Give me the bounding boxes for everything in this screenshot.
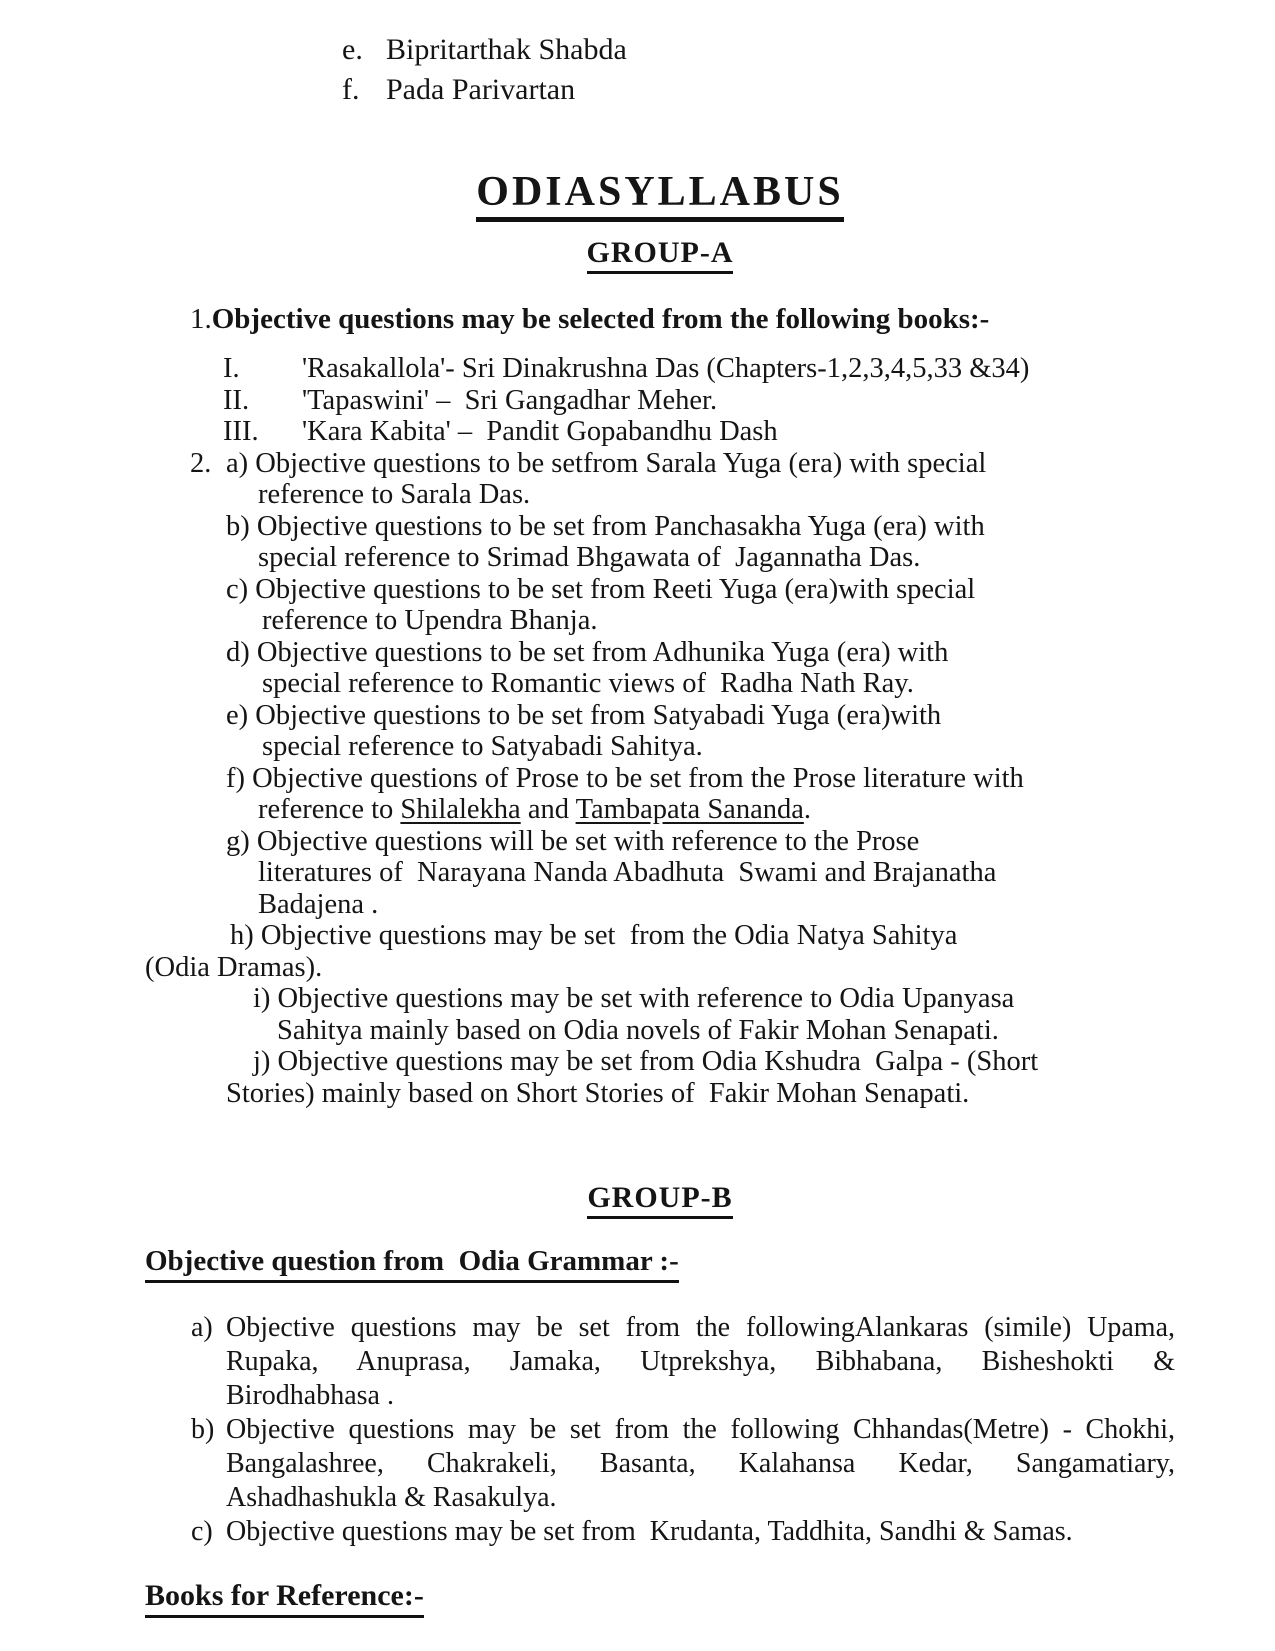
- item2-number: 2.: [190, 447, 212, 479]
- grammar-subheading: Objective question from Odia Grammar :-: [145, 1245, 679, 1283]
- grammar-line: Objective questions may be set from Krudanta, Taddhita, Sandhi & Samas.: [226, 1516, 1073, 1547]
- books-for-reference-block: [145, 1579, 1175, 1618]
- syllabus-line: c) Objective questions to be set from Reeti Yuga (era)with special: [226, 573, 976, 605]
- grammar-line: Objective questions may be set from the followingAlankaras (simile) Upama,: [226, 1312, 1175, 1343]
- book-text: 'Rasakallola'- Sri Dinakrushna Das (Chapters-1,2,3,4,5,33 &34): [302, 353, 1030, 384]
- syllabus-line: h) Objective questions may be set from the Odia Natya Sahitya: [230, 920, 958, 951]
- underlined-reference: Tambapata Sananda: [575, 794, 804, 825]
- book-list-item: [145, 353, 1175, 385]
- syllabus-line: Stories) mainly based on Short Stories of Fakir Mohan Senapati.: [226, 1077, 970, 1109]
- syllabus-line: f) Objective questions of Prose to be set from the Prose literature with: [226, 762, 1024, 794]
- grammar-item-c: [145, 1515, 1175, 1549]
- book-list: [145, 353, 1175, 448]
- underlined-reference: Shilalekha: [400, 794, 521, 825]
- syllabus-line: special reference to Srimad Bhgawata of Jagannatha Das.: [258, 542, 921, 573]
- list-item-text: Pada Parivartan: [386, 73, 576, 106]
- document-title: ODIASYLLABUS: [476, 168, 843, 222]
- group-b-heading-block: [145, 1181, 1175, 1219]
- syllabus-line-text: .: [803, 794, 811, 825]
- list-item-text: Bipritarthak Shabda: [386, 33, 627, 66]
- grammar-line: Rupaka, Anuprasa, Jamaka, Utprekshya, Bibhabana, Bisheshokti &: [226, 1346, 1175, 1377]
- book-marker: I.: [223, 353, 240, 384]
- book-list-item: [145, 416, 1175, 448]
- syllabus-line: reference to Upendra Bhanja.: [262, 605, 598, 636]
- syllabus-line: j) Objective questions may be set from Odia Kshudra Galpa - (Short: [253, 1046, 1039, 1077]
- group-b-heading: GROUP-B: [587, 1181, 732, 1219]
- title-block: [145, 168, 1175, 222]
- syllabus-line: (Odia Dramas).: [145, 951, 323, 983]
- grammar-item-b: [145, 1413, 1175, 1515]
- book-marker: III.: [223, 416, 259, 447]
- intro-number: 1.: [190, 303, 212, 335]
- book-list-item: [145, 385, 1175, 417]
- grammar-line: Bangalashree, Chakrakeli, Basanta, Kalahansa Kedar, Sangamatiary,: [226, 1448, 1175, 1479]
- syllabus-line: Sahitya mainly based on Odia novels of Fakir Mohan Senapati.: [277, 1014, 999, 1046]
- syllabus-line: reference to Sarala Das.: [258, 479, 531, 510]
- grammar-item-a: [145, 1311, 1175, 1413]
- syllabus-line: special reference to Romantic views of Radha Nath Ray.: [262, 668, 914, 699]
- list-marker: f.: [342, 73, 360, 106]
- list-marker: e.: [342, 33, 363, 66]
- grammar-subheading-block: [145, 1245, 1175, 1283]
- grammar-line: Objective questions may be set from the following Chhandas(Metre) - Chokhi,: [226, 1414, 1175, 1445]
- syllabus-line: special reference to Satyabadi Sahitya.: [262, 731, 703, 762]
- syllabus-line: g) Objective questions will be set with reference to the Prose: [226, 825, 920, 857]
- grammar-marker: a): [191, 1312, 213, 1343]
- syllabus-line: i) Objective questions may be set with reference to Odia Upanyasa: [253, 983, 1015, 1014]
- syllabus-line: [145, 794, 1175, 826]
- list-item-e: [145, 30, 1175, 70]
- book-text: 'Tapaswini' – Sri Gangadhar Meher.: [302, 384, 718, 416]
- group-a-heading-block: [145, 236, 1175, 274]
- intro-text: Objective questions may be selected from the following books:-: [211, 303, 990, 335]
- syllabus-line-text: reference to: [258, 794, 401, 825]
- syllabus-line-text: a) Objective questions to be setfrom Sarala Yuga (era) with special: [226, 447, 987, 479]
- grammar-marker: b): [191, 1414, 215, 1445]
- book-marker: II.: [223, 384, 250, 416]
- syllabus-line: literatures of Narayana Nanda Abadhuta Swami and Brajanatha: [258, 857, 997, 888]
- syllabus-line: [145, 448, 1175, 480]
- grammar-line: Ashadhashukla & Rasakulya.: [226, 1482, 557, 1513]
- group-a-heading: GROUP-A: [587, 236, 734, 274]
- grammar-marker: c): [191, 1516, 213, 1547]
- syllabus-line: Badajena .: [258, 888, 379, 920]
- grammar-line: Birodhabhasa .: [226, 1380, 394, 1411]
- syllabus-line-text: and: [520, 794, 576, 825]
- list-item-f: [145, 70, 1175, 110]
- objective-books-intro: [190, 302, 1175, 336]
- book-text: 'Kara Kabita' – Pandit Gopabandhu Dash: [302, 416, 778, 447]
- syllabus-line: d) Objective questions to be set from Adhunika Yuga (era) with: [226, 636, 949, 668]
- syllabus-line: b) Objective questions to be set from Panchasakha Yuga (era) with: [226, 510, 985, 542]
- grammar-list: [145, 1311, 1175, 1549]
- item2-block: [145, 448, 1175, 1110]
- books-for-reference-heading: Books for Reference:-: [145, 1579, 424, 1618]
- syllabus-line: e) Objective questions to be set from Satyabadi Yuga (era)with: [226, 699, 942, 731]
